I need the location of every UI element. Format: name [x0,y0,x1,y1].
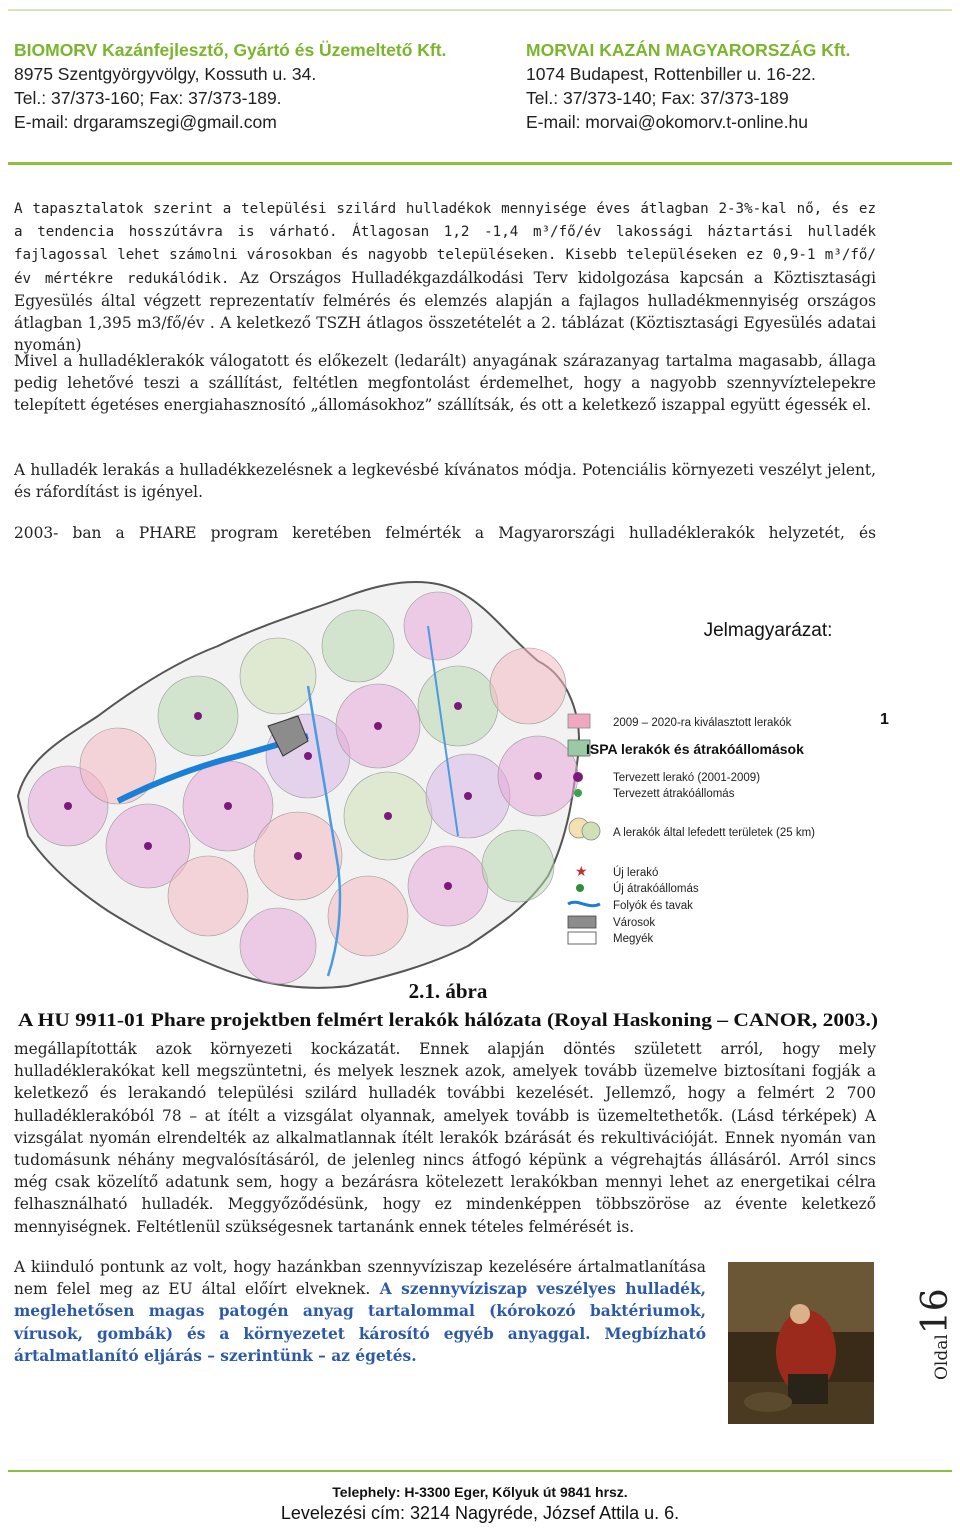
figure-number: 2.1. ábra [408,979,488,1003]
legend-item: Tervezett lerakó (2001-2009) [613,772,761,784]
legend-item: 2009 – 2020-ra kiválasztott lerakók [613,717,792,729]
company-phone: Tel.: 37/373-160; Fax: 37/373-189. [14,88,282,108]
company-address: 1074 Budapest, Rottenbiller u. 16-22. [526,64,816,84]
paragraph-landfill-transport: Mivel a hulladéklerakók válogatott és előkezelt (ledarált) anyagának szárazanyag tartalma magasabb, állaga pedig lehetővé teszi a szállítást, feltétlen megfontolást érdemelhet, hogy a nagyobb szennyvíztelepekre telepített égetéses energiahasznosító „állomásokhoz” szállítsák, és ott a keletkező iszappal együtt égessék el. [14,352,876,415]
legend-item: ISPA lerakók és átrakóállomások [586,741,804,757]
legend-item: Tervezett átrakóállomás [613,788,735,800]
paragraph-phare-intro: 2003- ban a PHARE program keretében felmérték a Magyarországi hulladéklerakók helyzetét, és [14,524,876,542]
legend-item: Városok [613,917,656,929]
company-email: E-mail: morvai@okomorv.t-online.hu [526,112,808,132]
paragraph-waste-statistics [14,197,876,356]
landfill-network-map [8,566,893,1036]
footer-divider [8,1470,952,1472]
highlighted-text: A szennyvíziszap veszélyes hulladék, meglehetősen magas patogén anyag tartalommal (kórokozó baktériumok, vírusok, gombák) és a környezetet károsító egyéb anyaggal. Megbízható ártalmatlanító eljárás – szerintünk – az égetés. [14,1280,706,1365]
page-number-value: 16 [915,1288,956,1335]
legend-item: Megyék [613,933,654,945]
figure-caption: A HU 9911-01 Phare projektben felmért lerakók hálózata (Royal Haskoning – CANOR, 2003.) [18,1010,878,1031]
paragraph-text: A kiinduló pontunk az volt, hogy hazánkban szennyvíziszap kezelésére ártalmatlanítása nem felel meg az EU által előírt elveknek. [14,1258,706,1299]
footer-mail-address: Levelezési cím: 3214 Nagyréde, József Attila u. 6. [280,1503,680,1523]
company-phone: Tel.: 37/373-140; Fax: 37/373-189 [526,88,789,108]
company-address: 8975 Szentgyörgyvölgy, Kossuth u. 34. [14,64,317,84]
star-icon: ★ [575,864,588,880]
legend-item: Új lerakó [613,867,659,879]
header-divider [8,162,952,165]
painting-illustration [728,1262,874,1424]
legend-number: 1 [880,711,889,728]
paragraph-landfill-risk: A hulladék lerakás a hulladékkezelésnek a legkevésbé kívánatos módja. Potenciális környezeti veszélyt jelent, és ráfordítást is igényel. [14,461,876,502]
page-label: Oldal [932,1334,952,1380]
paragraph-sludge [14,1256,706,1367]
paragraph-text: Az Országos Hulladékgazdálkodási Terv kidolgozása kapcsán a Köztisztasági Egyesülés által végzett reprezentatív felmérés és elemzés alapján a fajlagos hulladékmennyiség országos átlagban 1,395 m3/fő/év . A keletkező TSZH átlagos összetételét a 2. táblázat (Köztisztasági Egyesülés adatai nyomán) [14,268,876,355]
mono-text: A tapasztalatok szerint a települési szilárd hulladékok mennyisége éves átlagban 2-3%-kal nő, és ez a tendencia hosszútávra is várható. Átlagosan 1,2 -1,4 m³/fő/év lakossági háztartási hulladék fajlagossal lehet számolni városokban és nagyobb településeken. Kisebb településeken ez 0,9-1 m³/fő/év mértékre redukálódik. [14,201,876,287]
company-email: E-mail: drgaramszegi@gmail.com [14,112,277,132]
page-number [915,1288,956,1380]
top-divider [8,9,952,11]
legend-item: A lerakók által lefedett területek (25 km) [613,827,815,839]
company-right [526,38,850,134]
legend-item: Új átrakóállomás [613,883,699,895]
legend-item: Folyók és tavak [613,900,693,912]
company-name: MORVAI KAZÁN MAGYARORSZÁG Kft. [526,40,851,60]
footer-site-address: Telephely: H-3300 Eger, Kőlyuk út 9841 hrsz. [332,1484,628,1500]
legend-title: Jelmagyarázat: [703,620,833,641]
company-name: BIOMORV Kazánfejlesztő, Gyártó és Üzemeltető Kft. [14,40,447,60]
company-left [14,38,446,134]
paragraph-phare-results: megállapították azok környezeti kockázatát. Ennek alapján döntés született arról, hogy mely hulladéklerakókat kell megszüntetni, és melyek lesznek azok, amelyek tovább üzemelve biztosítani fogják a keletkező és lerakandó települési szilárd hulladék további kezelését. Jellemző, hogy a felmért 2 700 hulladéklerakóból 78 – at ítélt a vizsgálat olyannak, amelyek tovább is üzemeltethetők. (Lásd térképek) A vizsgálat nyomán elrendelték az alkalmatlannak ítélt lerakók bzárását és rekultivációját. Ennek nyomán van tudomásunk néhány megvalósításáról, de jelenleg nincs átfogó képünk a végrehajtás állásáról. Arról sincs még csak közelítő adatunk sem, hogy a bezárásra kötelezett lerakókban mennyi lehet az energetikai célra felhasználható hulladék. Meggyőződésünk, hogy ez mindenképpen többszöröse az évente keletkező mennyiségnek. Feltétlenül szükségesnek tartanánk ennek tételes felmérését is. [14,1040,876,1236]
